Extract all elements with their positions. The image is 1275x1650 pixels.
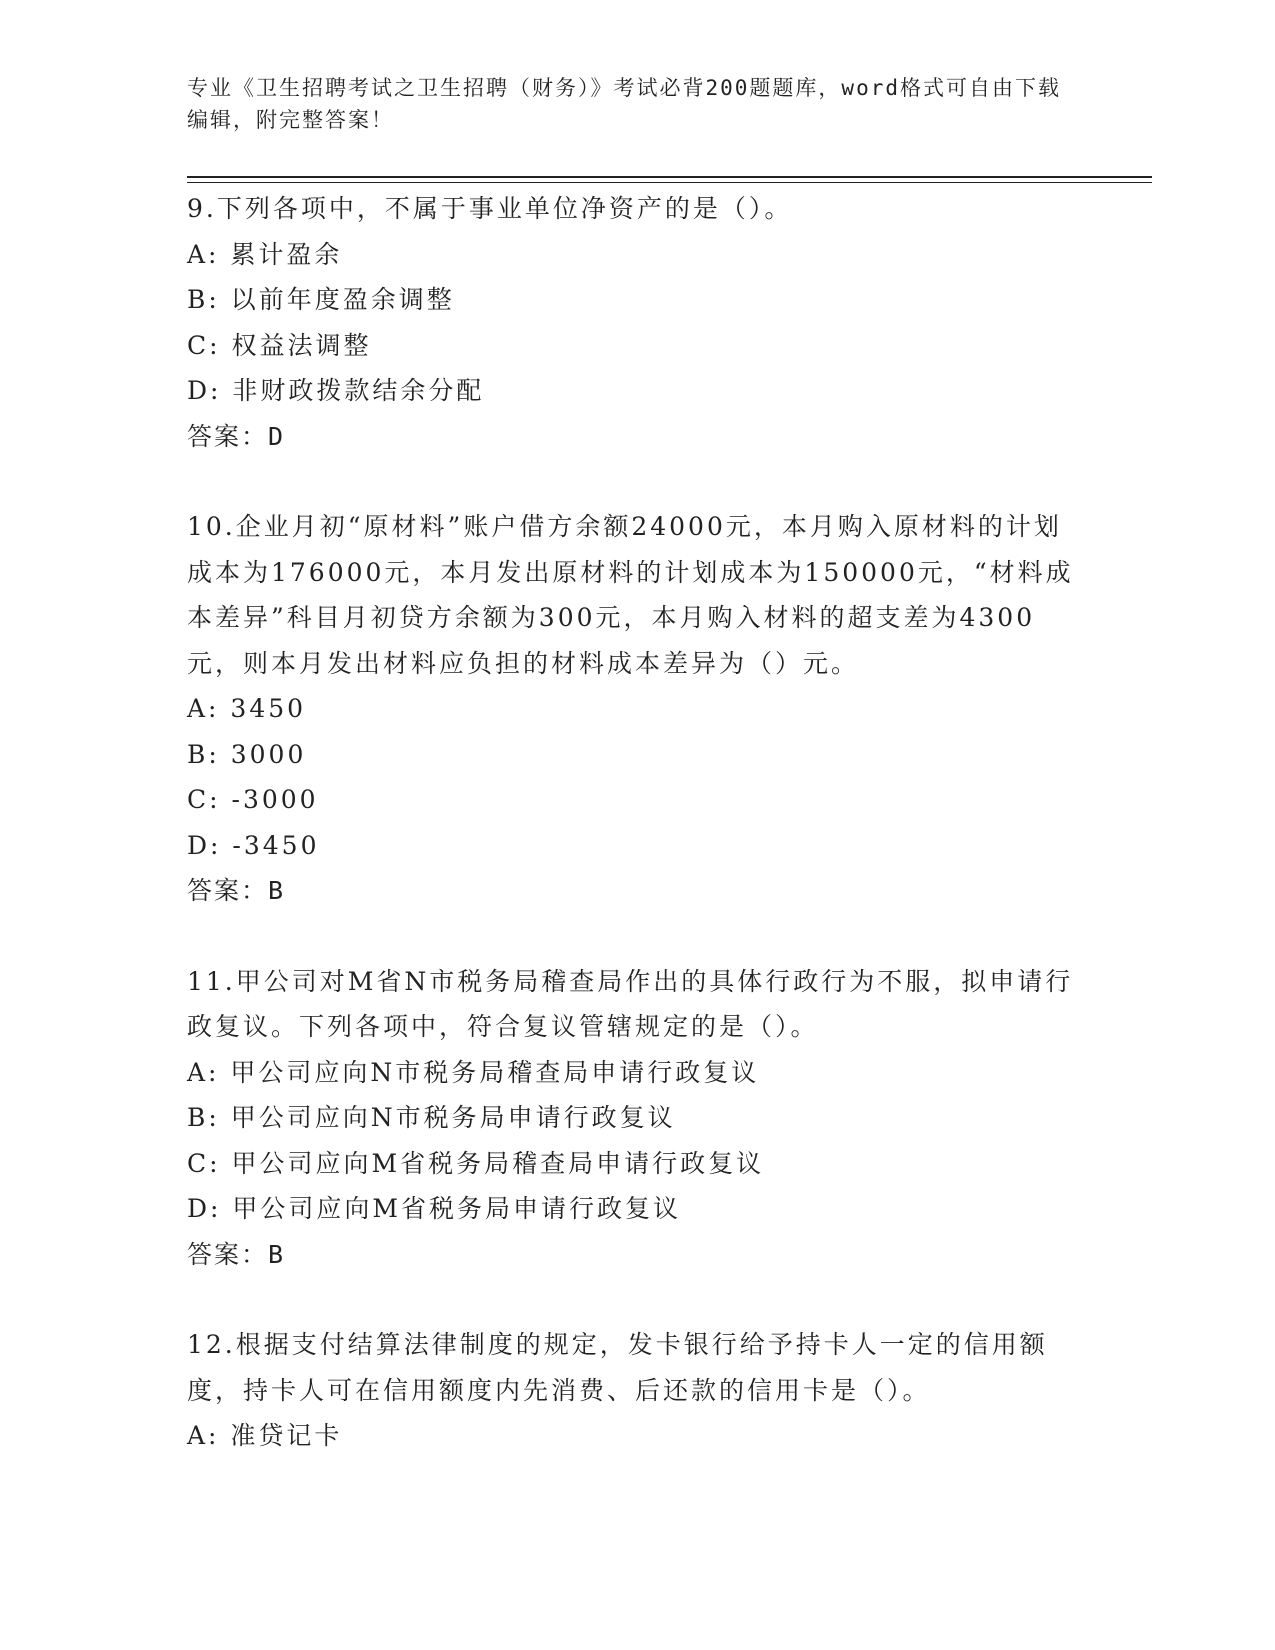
question-stem: 10.企业月初“原材料”账户借方余额24000元，本月购入原材料的计划成本为176000元，本月发出原材料的计划成本为150000元，“材料成本差异”科目月初贷方余额为300元，本月购入材料的超支差为4300元，则本月发出材料应负担的材料成本差异为（）元。 [187,512,1074,678]
option-a: A: 3450 [187,694,307,723]
option-b: B: 甲公司应向N市税务局申请行政复议 [187,1103,676,1132]
question-stem: 12.根据支付结算法律制度的规定，发卡银行给予持卡人一定的信用额度，持卡人可在信用额度内先消费、后还款的信用卡是（）。 [187,1330,1048,1405]
answer-label: 答案： [187,876,269,905]
answer-label: 答案： [187,421,269,451]
option-b: B: 以前年度盈余调整 [187,285,455,314]
question-stem: 9.下列各项中，不属于事业单位净资产的是（）。 [187,194,793,223]
question-12 [187,1322,1077,1459]
question-list [187,186,1077,1459]
answer-line [187,868,1077,914]
answer-line [187,414,1077,460]
option-a: A: 准贷记卡 [187,1421,343,1450]
option-a: A: 甲公司应向N市税务局稽查局申请行政复议 [187,1057,760,1087]
answer-value: B [268,1239,286,1269]
question-stem: 11.甲公司对M省N市税务局稽查局作出的具体行政行为不服，拟申请行政复议。下列各项中，符合复议管辖规定的是（）。 [187,966,1074,1041]
question-11 [187,959,1077,1278]
answer-line [187,1232,1077,1278]
option-a: A: 累计盈余 [187,239,343,269]
answer-value: B [268,876,286,905]
option-d: D: -3450 [187,830,320,860]
answer-label: 答案： [187,1239,269,1269]
option-c: C: 权益法调整 [187,330,372,360]
answer-value: D [268,421,286,451]
option-c: C: -3000 [187,785,319,814]
question-9 [187,186,1077,459]
header-divider-thick [187,176,1152,178]
option-d: D: 非财政拨款结余分配 [187,376,485,405]
option-b: B: 3000 [187,739,307,769]
question-10 [187,504,1077,914]
option-c: C: 甲公司应向M省税务局稽查局申请行政复议 [187,1148,765,1178]
header-divider-thin [187,182,1152,183]
option-d: D: 甲公司应向M省税务局申请行政复议 [187,1194,682,1223]
document-intro: 专业《卫生招聘考试之卫生招聘（财务）》考试必背200题题库，word格式可自由下载编辑，附完整答案！ [187,76,1061,132]
